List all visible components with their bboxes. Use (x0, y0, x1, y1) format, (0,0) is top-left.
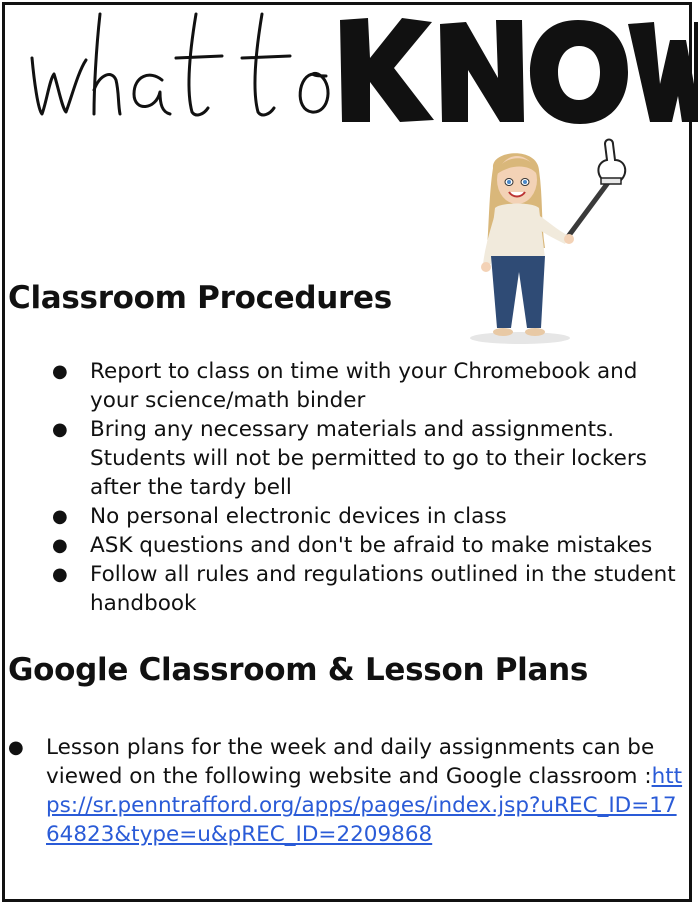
teacher-avatar (445, 138, 645, 348)
bullet-icon: ● (52, 564, 68, 585)
list-item-text: Report to class on time with your Chromebook and your science/math binder (90, 359, 638, 413)
list-item (52, 357, 692, 415)
bullet-icon: ● (52, 419, 68, 440)
bullet-icon: ● (52, 361, 68, 382)
list-item (8, 733, 690, 849)
bold-lettering (340, 18, 698, 124)
list-item-text: Lesson plans for the week and daily assignments can be viewed on the following website and Google classroom : (46, 735, 655, 789)
lesson-plans-link[interactable]: https://sr.penntrafford.org/apps/pages/index.jsp?uREC_ID=1764823&type=u&pREC_ID=2209868 (46, 764, 683, 847)
list-item (52, 531, 692, 560)
list-item-text: Bring any necessary materials and assignments. Students will not be permitted to go to their lockers after the tardy bell (90, 417, 647, 500)
google-classroom-heading: Google Classroom & Lesson Plans (8, 652, 589, 688)
bullet-icon: ● (52, 535, 68, 556)
bullet-icon: ● (8, 737, 24, 758)
procedures-heading: Classroom Procedures (8, 280, 392, 316)
teacher-avatar-art (445, 138, 645, 348)
list-item-text: No personal electronic devices in class (90, 504, 507, 529)
google-classroom-list (8, 733, 690, 849)
list-item-text: ASK questions and don't be afraid to make mistakes (90, 533, 653, 558)
bullet-icon: ● (52, 506, 68, 527)
header-title (0, 0, 698, 135)
list-item-text: Follow all rules and regulations outlined in the student handbook (90, 562, 676, 616)
script-lettering (32, 14, 328, 115)
list-item (52, 502, 692, 531)
list-item (52, 415, 692, 502)
header-title-art (0, 0, 698, 135)
procedures-list (52, 357, 692, 618)
list-item (52, 560, 692, 618)
